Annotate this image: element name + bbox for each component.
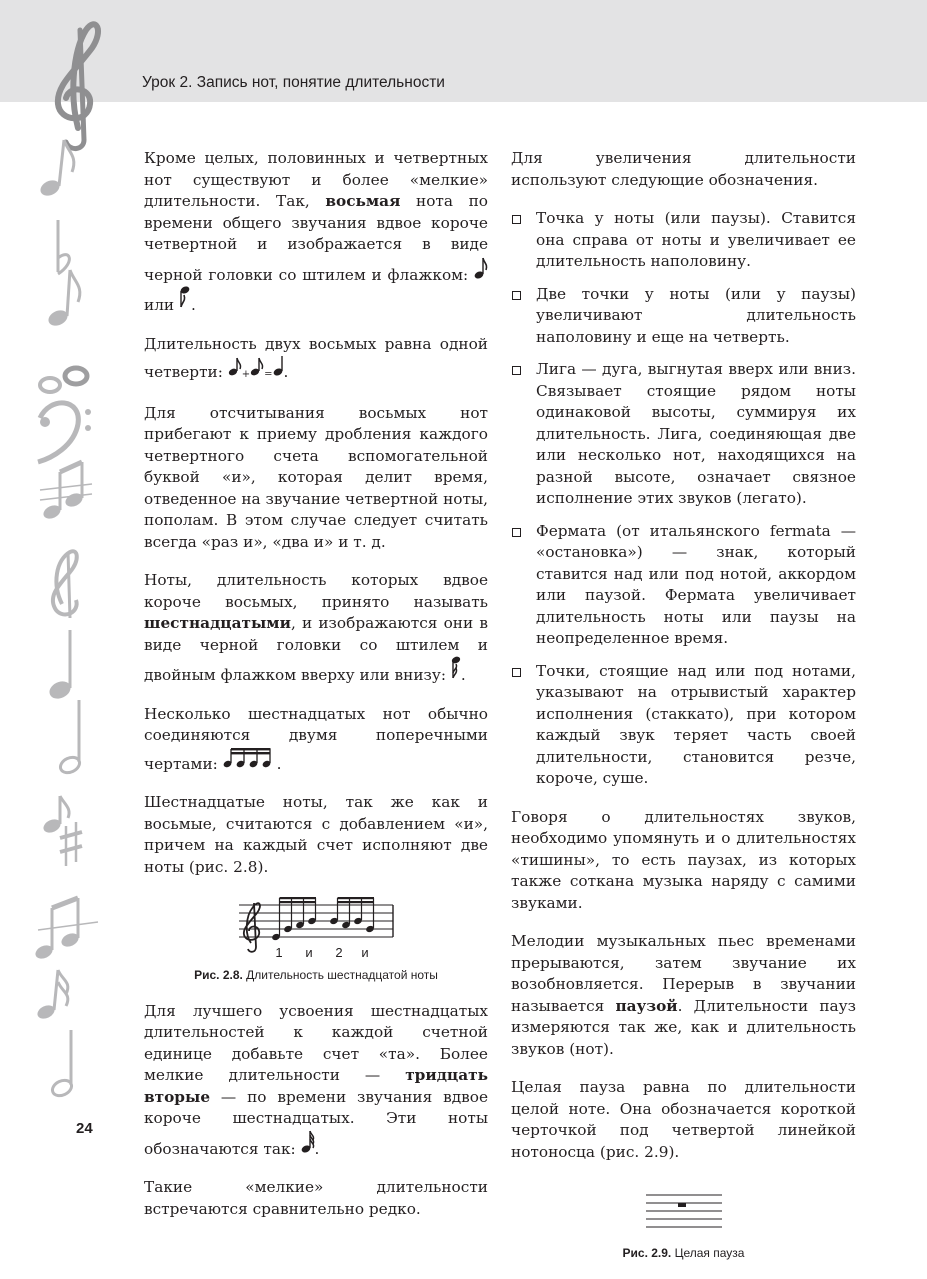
figure-caption: Рис. 2.8. Длительность шестнадцатой ноты xyxy=(194,967,438,982)
eighth-note-down-icon xyxy=(179,286,191,310)
count-label: 1 xyxy=(275,945,283,960)
count-label: 2 xyxy=(335,945,343,960)
paragraph-rare: Такие «мелкие» длительности встречаются сравнительно редко. xyxy=(144,1178,488,1218)
eighth-note-icon xyxy=(46,270,80,329)
list-item: Лига — дуга, выгнутая вверх или вниз. Связывает стоящие рядом ноты одинаковой высоты, суммируя их длительность. Лига, соединяющая две или несколько нот, находящихся на разной высоте, означает связное исполнение этих звуков (легато). xyxy=(511,359,856,510)
sixteenth-notes-staff xyxy=(231,895,401,961)
whole-notes-icon xyxy=(40,368,87,392)
bullet-square-icon xyxy=(512,215,521,224)
half-note-icon xyxy=(50,1030,74,1099)
sixteenth-note-group-1 xyxy=(271,897,317,941)
flat-icon xyxy=(58,220,69,274)
sixteenth-notes-icon xyxy=(40,462,92,521)
eighth-note-icon xyxy=(474,256,488,280)
count-label: и xyxy=(361,945,369,960)
sixteenth-note-group-2 xyxy=(329,897,375,933)
paragraph-beamed: Несколько шестнадцатых нот обычно соединяются двумя поперечными чертами: . xyxy=(144,704,488,773)
eighth-note-icon xyxy=(38,140,74,199)
eighth-note-icon xyxy=(250,357,264,377)
list-item: Фермата (от итальянского fermata — «остановка») — знак, который ставится над или под нотой, аккордом или паузой. Фермата увеличивает длительность ноты или паузы на неопределенное время. xyxy=(511,521,856,650)
header-band xyxy=(0,0,927,102)
decorative-margin xyxy=(0,0,125,1120)
sharp-icon xyxy=(60,822,82,866)
notation-list xyxy=(511,208,856,790)
paragraph-eighth: Кроме целых, половинных и четвертных нот существуют и более «мелкие» длительности. Так, восьмая нота по времени общего звучания вдвое короче четвертной и изображается в виде черной головки со штилем и флажком: или . xyxy=(144,149,489,314)
list-item: Две точки у ноты (или у паузы) увеличивают длительность наполовину и еще на четверть. xyxy=(511,284,856,349)
bullet-square-icon xyxy=(512,668,521,677)
sixteenth-note-icon xyxy=(35,970,68,1021)
paragraph-whole-rest: Целая пауза равна по длительности целой ноте. Она обозначается короткой черточкой под четвертой линейкой нотоносца (рис. 2.9). xyxy=(511,1078,856,1161)
paragraph-pause: Мелодии музыкальных пьес временами прерываются, затем звучание их возобновляется. Перерыв в звучании называется паузой. Длительности пауз измеряются так же, как и длительность звуков (нот). xyxy=(511,932,856,1058)
eighth-note-icon xyxy=(228,357,242,377)
bass-clef-icon xyxy=(38,403,91,462)
beamed-sixteenth-notes-icon xyxy=(223,747,277,769)
figure-2-9 xyxy=(511,1191,856,1261)
paragraph-silence: Говоря о длительностях звуков, необходимо упомянуть и о длительностях «тишины», то есть паузах, из которых также соткана музыка наряду с самими звуками. xyxy=(511,807,856,912)
left-column xyxy=(144,148,488,1237)
whole-rest-icon xyxy=(678,1203,686,1207)
page-title: Урок 2. Запись нот, понятие длительности xyxy=(142,74,445,91)
page-number: 24 xyxy=(76,1120,93,1137)
figure-2-8 xyxy=(144,895,488,983)
beamed-notes-icon xyxy=(33,898,98,961)
paragraph-thirty-second: Для лучшего усвоения шестнадцатых длительностей к каждой счетной единице добавьте счет «та». Более мелкие длительности — тридцать вторые — по времени звучания вдвое короче шестнадцатых. Эти ноты обозначаются так: . xyxy=(144,1001,488,1158)
paragraph-sixteenth-count: Шестнадцатые ноты, так же как и восьмые, считаются с добавлением «и», причем на каждый счет исполняют две ноты (рис. 2.8). xyxy=(144,793,488,876)
sixteenth-note-down-icon xyxy=(451,656,461,680)
paragraph-two-eighths: Длительность двух восьмых равна одной четверти: + = . xyxy=(144,334,488,381)
whole-rest-staff xyxy=(644,1191,724,1231)
thirty-second-note-icon xyxy=(301,1130,315,1154)
paragraph-intro: Для увеличения длительности используют следующие обозначения. xyxy=(511,149,856,189)
bullet-square-icon xyxy=(512,291,521,300)
quarter-note-icon xyxy=(47,630,74,702)
bullet-square-icon xyxy=(512,528,521,537)
right-column xyxy=(511,148,856,1279)
quarter-note-icon xyxy=(273,355,284,377)
treble-clef-icon xyxy=(244,903,260,952)
treble-clef-icon xyxy=(53,551,77,618)
list-item: Точки, стоящие над или под нотами, указывают на отрывистый характер исполнения (стаккато), при котором каждый звук теряет часть своей длительности, становится резче, короче, суше. xyxy=(511,661,856,790)
half-note-icon xyxy=(58,700,82,776)
count-label: и xyxy=(305,945,313,960)
figure-caption: Рис. 2.9. Целая пауза xyxy=(622,1245,745,1260)
bullet-square-icon xyxy=(512,366,521,375)
paragraph-counting: Для отсчитывания восьмых нот прибегают к приему дробления каждого четвертного счета вспомогательной буквой «и», которая делит время, отведенное на звучание четвертной ноты, пополам. В этом случае следует считать всегда «раз и», «два и» и т. д. xyxy=(144,403,488,551)
paragraph-sixteenth: Ноты, длительность которых вдвое короче восьмых, принято называть шестнадцатыми, и изображаются они в виде черной головки со штилем и двойным флажком вверху или внизу: . xyxy=(144,571,488,684)
list-item: Точка у ноты (или паузы). Ставится она справа от ноты и увеличивает ее длительность наполовину. xyxy=(511,208,856,273)
treble-clef-icon xyxy=(58,24,98,148)
